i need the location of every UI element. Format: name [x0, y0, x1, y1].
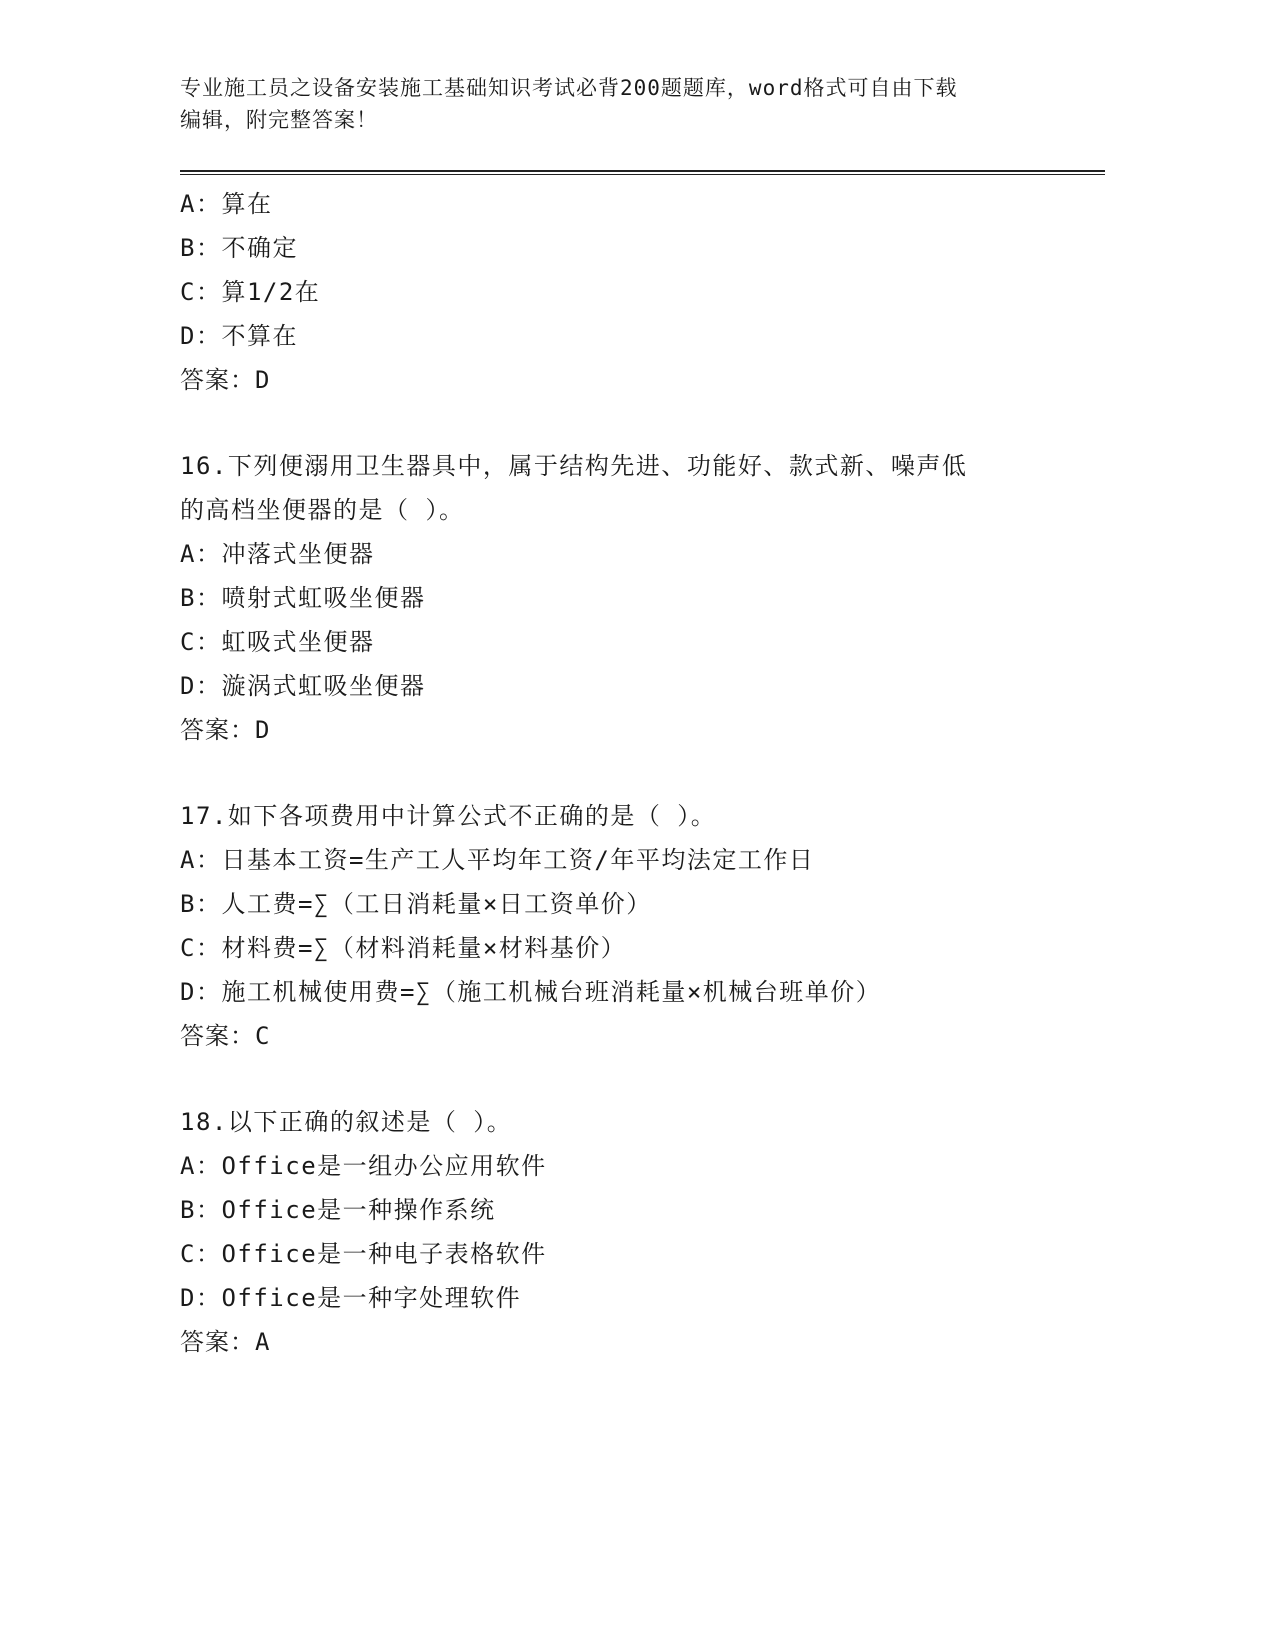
answer: 答案：D — [180, 366, 271, 394]
question-title: 17.如下各项费用中计算公式不正确的是（ ）。 — [180, 802, 717, 830]
option-a: A：冲落式坐便器 — [180, 540, 375, 568]
option-b: B：人工费=∑（工日消耗量×日工资单价） — [180, 890, 652, 918]
question-title: 18.以下正确的叙述是（ ）。 — [180, 1108, 513, 1136]
document-header — [180, 72, 1040, 136]
option-a: A：算在 — [180, 190, 273, 218]
option-d: D：施工机械使用费=∑（施工机械台班消耗量×机械台班单价） — [180, 978, 882, 1006]
question-content — [180, 182, 1050, 1364]
option-a: A：日基本工资=生产工人平均年工资/年平均法定工作日 — [180, 846, 815, 874]
option-b: B：Office是一种操作系统 — [180, 1196, 496, 1224]
question-title-line-1: 16.下列便溺用卫生器具中，属于结构先进、功能好、款式新、噪声低 — [180, 452, 968, 480]
option-c: C：算1/2在 — [180, 278, 321, 306]
header-divider — [180, 170, 1105, 175]
answer: 答案：D — [180, 716, 271, 744]
option-c: C：Office是一种电子表格软件 — [180, 1240, 547, 1268]
option-a: A：Office是一组办公应用软件 — [180, 1152, 547, 1180]
option-d: D：漩涡式虹吸坐便器 — [180, 672, 426, 700]
question-17-block — [180, 794, 1050, 1058]
question-18-block — [180, 1100, 1050, 1364]
question-title-line-2: 的高档坐便器的是（ ）。 — [180, 496, 465, 524]
answer: 答案：A — [180, 1328, 271, 1356]
option-d: D：不算在 — [180, 322, 298, 350]
option-c: C：材料费=∑（材料消耗量×材料基价） — [180, 934, 627, 962]
answer: 答案：C — [180, 1022, 271, 1050]
header-line-1: 专业施工员之设备安装施工基础知识考试必背200题题库，word格式可自由下载 — [180, 76, 958, 100]
question-15-block — [180, 182, 1050, 402]
option-d: D：Office是一种字处理软件 — [180, 1284, 522, 1312]
question-16-block — [180, 444, 1050, 752]
header-line-2: 编辑，附完整答案！ — [180, 108, 378, 132]
option-b: B：不确定 — [180, 234, 298, 262]
option-c: C：虹吸式坐便器 — [180, 628, 375, 656]
option-b: B：喷射式虹吸坐便器 — [180, 584, 426, 612]
